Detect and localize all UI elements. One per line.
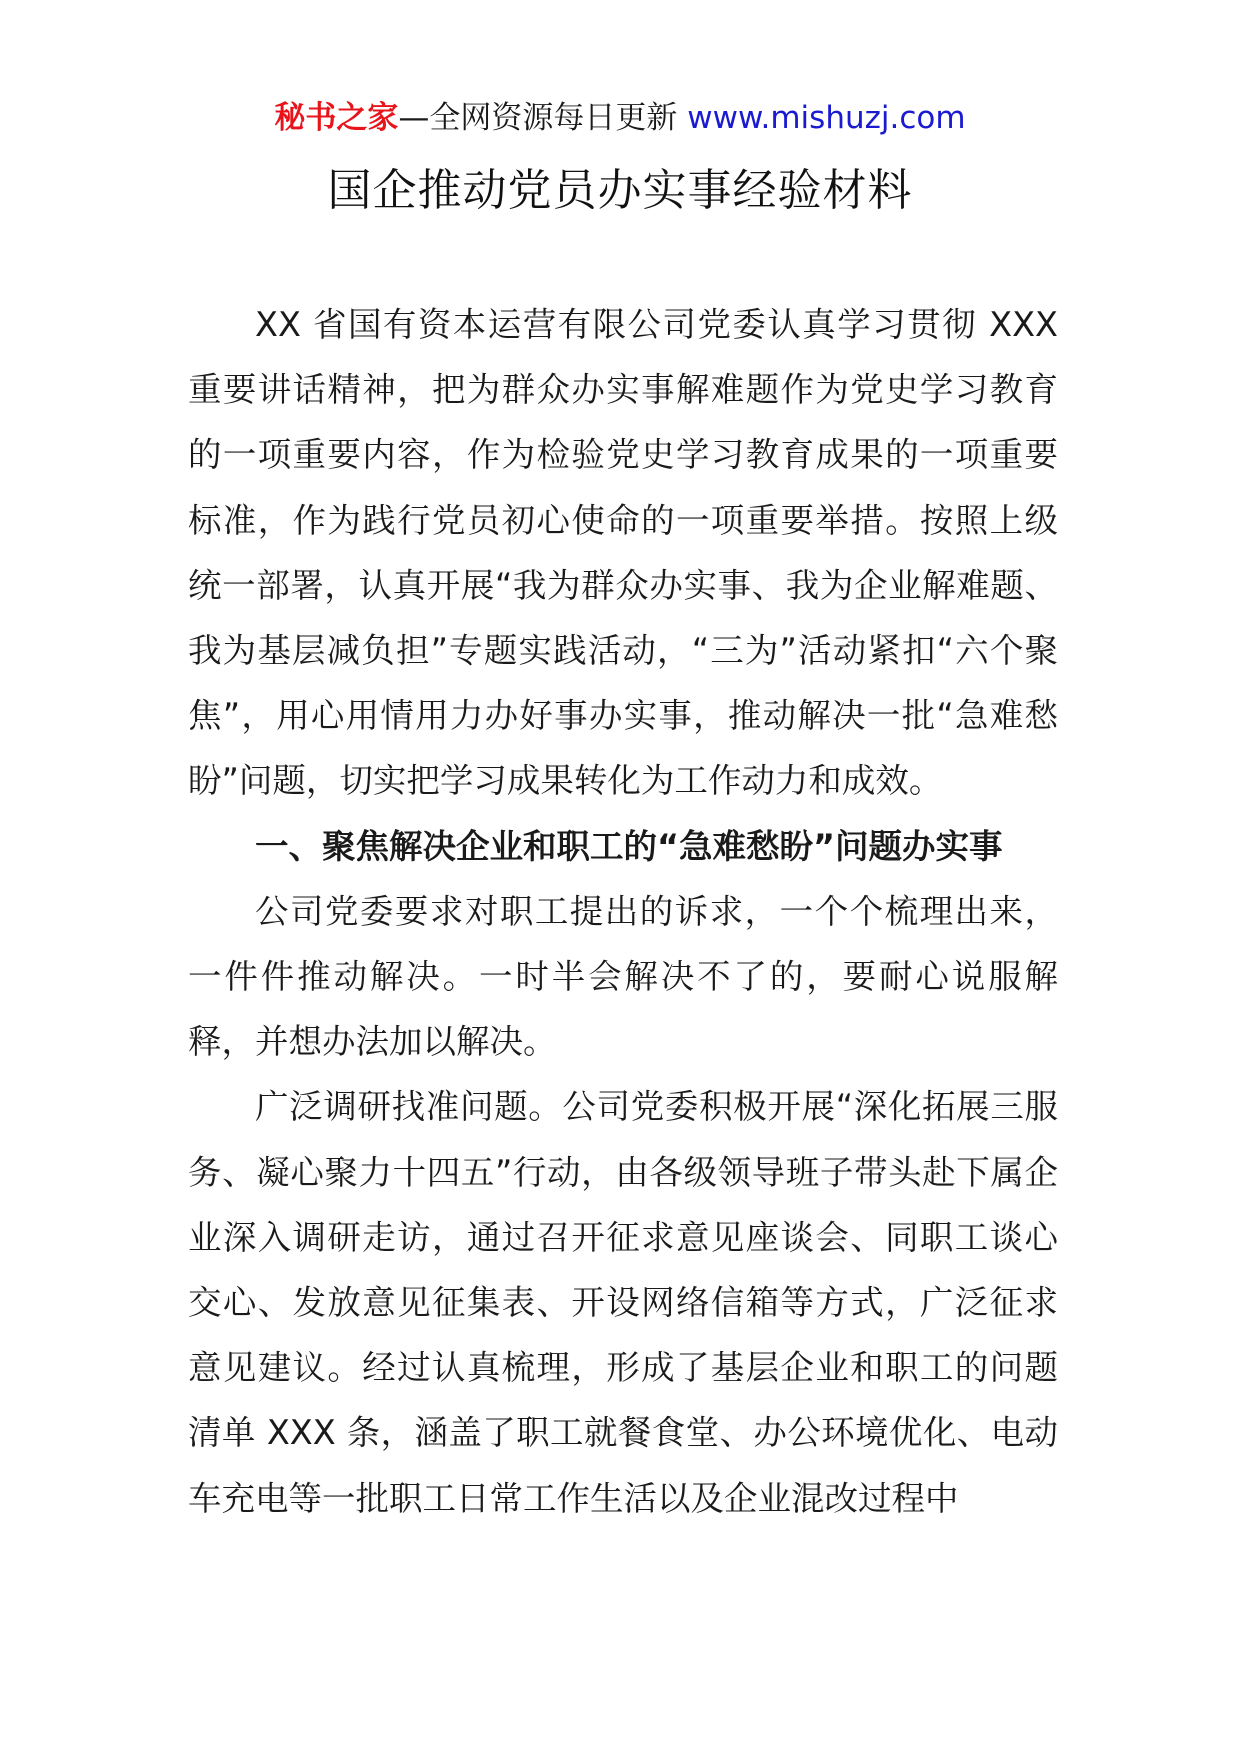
brand-name: 秘书之家 <box>274 100 399 136</box>
paragraph-intro: XX 省国有资本运营有限公司党委认真学习贯彻 XXX 重要讲话精神，把为群众办实事解难题作为党史学习教育的一项重要内容，作为检验党史学习教育成果的一项重要标准，作为践行党员初心使命的一项重要举措。按照上级统一部署，认真开展“我为群众办实事、我为企业解难题、我为基层减负担”专题实践活动，“三为”活动紧扣“六个聚焦”，用心用情用力办好事办实事，推动解决一批“急难愁盼”问题，切实把学习成果转化为工作动力和成效。 <box>188 305 1058 801</box>
paragraph: 公司党委要求对职工提出的诉求，一个个梳理出来，一件件推动解决。一时半会解决不了的，要耐心说服解释，并想办法加以解决。 <box>188 891 1058 1062</box>
document-title: 国企推动党员办实事经验材料 <box>327 165 913 216</box>
document-body <box>188 292 1058 1531</box>
paragraph: 广泛调研找准问题。公司党委积极开展“深化拓展三服务、凝心聚力十四五”行动，由各级领导班子带头赴下属企业深入调研走访，通过召开征求意见座谈会、同职工谈心交心、发放意见征集表、开设网络信箱等方式，广泛征求意见建议。经过认真梳理，形成了基层企业和职工的问题清单 XXX 条，涵盖了职工就餐食堂、办公环境优化、电动车充电等一批职工日常工作生活以及企业混改过程中 <box>188 1087 1058 1518</box>
site-url-link[interactable]: www.mishuzj.com <box>687 100 966 136</box>
section-heading: 一、聚焦解决企业和职工的“急难愁盼”问题办实事 <box>255 826 1003 866</box>
banner-slogan: —全网资源每日更新 <box>398 100 678 136</box>
site-banner <box>0 98 1240 138</box>
